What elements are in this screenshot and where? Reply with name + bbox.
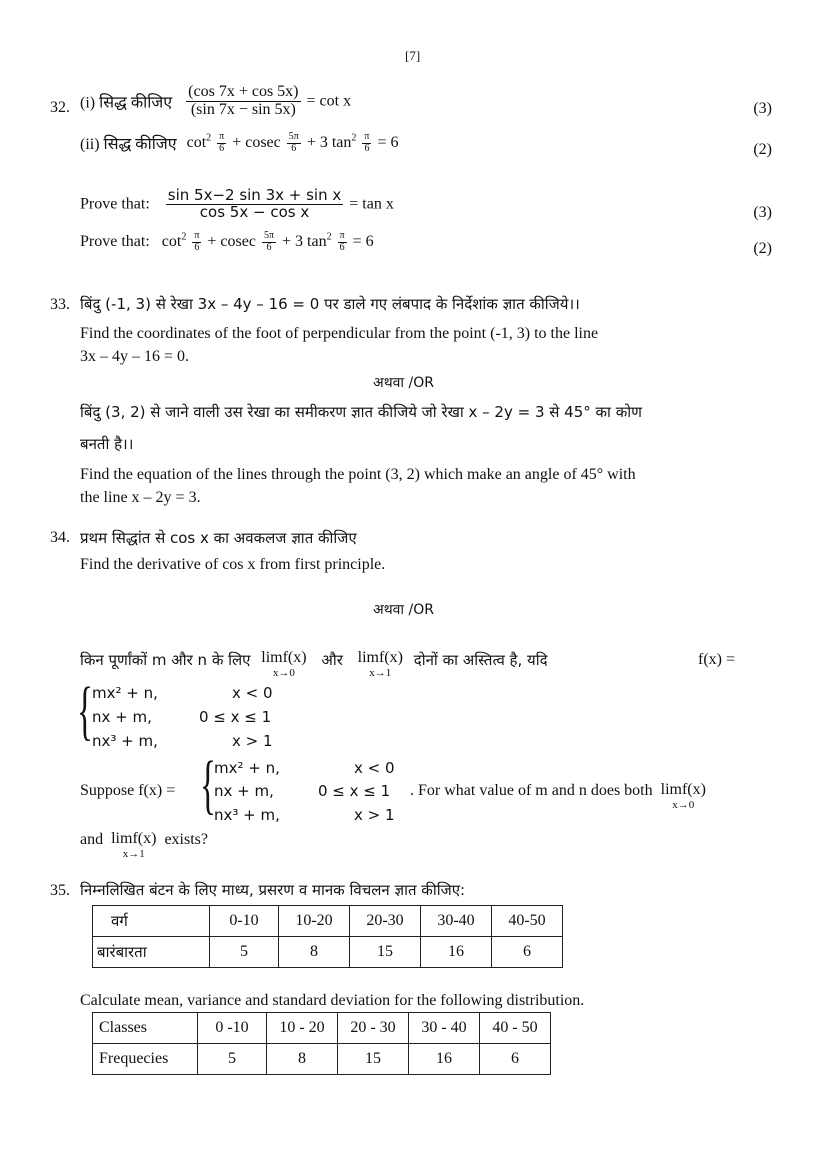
q32-en1-rhs: = tan x	[349, 195, 394, 213]
table-cell: 6	[492, 937, 563, 968]
table-row	[93, 937, 563, 968]
q34-hindi2-fx: f(x) =	[698, 651, 736, 668]
q33-or: अथवा /OR	[373, 375, 434, 391]
brace-1: {	[77, 674, 93, 747]
table-cell: 6	[480, 1044, 551, 1075]
q34-or: अथवा /OR	[373, 602, 434, 618]
q33-hindi: बिंदु (-1, 3) से रेखा 3x – 4y – 16 = 0 पर डाले गए लंबपाद के निर्देशांक ज्ञात कीजिये।।	[80, 295, 580, 313]
table-cell: 16	[421, 937, 492, 968]
q34-suppose: Suppose f(x) =	[80, 782, 176, 799]
cot-term: cot	[161, 233, 182, 250]
q32-en2-label: Prove that:	[80, 233, 150, 250]
q33-hindi2-line1: बिंदु (3, 2) से जाने वाली उस रेखा का समीकरण ज्ञात कीजिये जो रेखा x – 2y = 3 से 45° का कोण	[80, 403, 642, 421]
table-cell: 8	[267, 1044, 338, 1075]
cond2-en: 0 ≤ x ≤ 1	[318, 782, 391, 800]
pi-over-6: $\frac{\pi}{6}$	[219, 131, 225, 154]
q32-number: 32.	[50, 99, 70, 116]
cot-square: 2	[181, 231, 187, 243]
limit-x-to-0: limf(x) x→0	[261, 649, 307, 679]
tan-square: 2	[326, 231, 332, 243]
page-number: [7]	[405, 48, 421, 63]
q33-english2-line2: the line x – 2y = 3.	[80, 489, 201, 506]
cond1-en: x < 0	[354, 759, 395, 777]
q34-en-question: . For what value of m and n does both limf(x) x→0	[410, 781, 706, 811]
table-row	[93, 1013, 551, 1044]
q32-en2	[80, 231, 374, 253]
table-cell: बारंबारता	[93, 937, 210, 968]
5pi-over-6: $\frac{5\pi}{6}$	[263, 230, 274, 253]
q34-number: 34.	[50, 529, 70, 546]
q32-i-denominator: (sin 7x − sin 5x)	[190, 100, 296, 118]
q33-hindi2-line2: बनती है।।	[80, 435, 134, 453]
table-cell: 15	[338, 1044, 409, 1075]
q35-english: Calculate mean, variance and standard deviation for the following distribution.	[80, 992, 585, 1009]
table-cell: 15	[350, 937, 421, 968]
q33-english-line2: 3x – 4y – 16 = 0.	[80, 348, 190, 365]
q34-hindi2	[80, 650, 548, 679]
q34-en-and: and limf(x) x→1 exists?	[80, 830, 208, 860]
limit-x-to-0-en: limf(x) x→0	[660, 781, 706, 811]
pi-over-6: $\frac{\pi}{6}$	[364, 131, 370, 154]
english-distribution-table	[92, 1012, 551, 1075]
equals-6: = 6	[377, 134, 399, 151]
case1: mx² + n,	[92, 684, 158, 702]
q32-en1-numerator: sin 5x−2 sin 3x + sin x	[167, 186, 342, 204]
table-cell: Classes	[93, 1013, 198, 1044]
table-cell: वर्ग	[93, 906, 210, 937]
cond1: x < 0	[232, 684, 273, 702]
cond2: 0 ≤ x ≤ 1	[199, 708, 272, 726]
table-cell: Frequecies	[93, 1044, 198, 1075]
5pi-over-6: $\frac{5\pi}{6}$	[288, 131, 299, 154]
pi-over-6: $\frac{\pi}{6}$	[194, 230, 200, 253]
tan-term: + 3 tan	[306, 134, 352, 151]
q32-i-label: (i) सिद्ध कीजिए	[80, 94, 173, 112]
table-cell: 5	[198, 1044, 267, 1075]
q34-english: Find the derivative of cos x from first principle.	[80, 556, 386, 573]
q35-number: 35.	[50, 882, 70, 899]
table-cell: 40-50	[492, 906, 563, 937]
q32-en2-marks: (2)	[753, 240, 772, 257]
table-cell: 5	[210, 937, 279, 968]
brace-2: {	[200, 748, 216, 821]
table-cell: 16	[409, 1044, 480, 1075]
q32-en1	[80, 188, 394, 221]
q32-i-rhs: = cot x	[306, 92, 352, 110]
q32-ii	[80, 132, 399, 154]
cot-square: 2	[206, 132, 212, 144]
q33-english2-line1: Find the equation of the lines through the point (3, 2) which make an angle of 45° with	[80, 466, 636, 483]
q33-number: 33.	[50, 296, 70, 313]
case3: nx³ + m,	[92, 732, 158, 750]
table-row	[93, 1044, 551, 1075]
q32-ii-marks: (2)	[753, 141, 772, 158]
q32-en1-label: Prove that:	[80, 195, 150, 213]
tan-square: 2	[351, 132, 357, 144]
q34-hindi: प्रथम सिद्धांत से cos x का अवकलज ज्ञात कीजिए	[80, 529, 357, 547]
table-cell: 20-30	[350, 906, 421, 937]
cond3-en: x > 1	[354, 806, 395, 824]
q35-hindi: निम्नलिखित बंटन के लिए माध्य, प्रसरण व मानक विचलन ज्ञात कीजिए:	[80, 881, 466, 899]
q32-en1-marks: (3)	[753, 204, 772, 221]
table-cell: 20 - 30	[338, 1013, 409, 1044]
case2-en: nx + m,	[214, 782, 274, 800]
cosec-term: + cosec	[207, 233, 256, 250]
case2: nx + m,	[92, 708, 152, 726]
cot-term: cot	[186, 134, 207, 151]
table-cell: 30-40	[421, 906, 492, 937]
table-cell: 0 -10	[198, 1013, 267, 1044]
case1-en: mx² + n,	[214, 759, 280, 777]
table-cell: 10 - 20	[267, 1013, 338, 1044]
table-cell: 0-10	[210, 906, 279, 937]
limit-x-to-1: limf(x) x→1	[357, 649, 403, 679]
table-cell: 30 - 40	[409, 1013, 480, 1044]
q32-i	[80, 84, 351, 119]
q34-hindi2-c: दोनों का अस्तित्व है, यदि	[413, 651, 548, 669]
pi-over-6: $\frac{\pi}{6}$	[339, 230, 345, 253]
table-cell: 8	[279, 937, 350, 968]
q32-en1-fraction	[166, 188, 343, 221]
table-cell: 40 - 50	[480, 1013, 551, 1044]
q33-english-line1: Find the coordinates of the foot of perpendicular from the point (-1, 3) to the line	[80, 325, 599, 342]
limit-x-to-1-en: limf(x) x→1	[111, 830, 157, 860]
table-cell: 10-20	[279, 906, 350, 937]
cond3: x > 1	[232, 732, 273, 750]
table-row	[93, 906, 563, 937]
q32-en1-denominator: cos 5x − cos x	[199, 202, 310, 221]
q32-i-fraction	[186, 84, 300, 119]
tan-term: + 3 tan	[282, 233, 327, 250]
q34-hindi2-a: किन पूर्णांकों m और n के लिए	[80, 651, 251, 669]
q32-i-numerator: (cos 7x + cos 5x)	[188, 83, 299, 100]
q32-i-marks: (3)	[753, 100, 772, 117]
equals-6: = 6	[352, 233, 374, 250]
q34-hindi2-b: और	[321, 651, 343, 669]
q32-ii-label: (ii) सिद्ध कीजिए	[80, 136, 177, 153]
cosec-term: + cosec	[232, 134, 281, 151]
case3-en: nx³ + m,	[214, 806, 280, 824]
hindi-distribution-table	[92, 905, 563, 968]
